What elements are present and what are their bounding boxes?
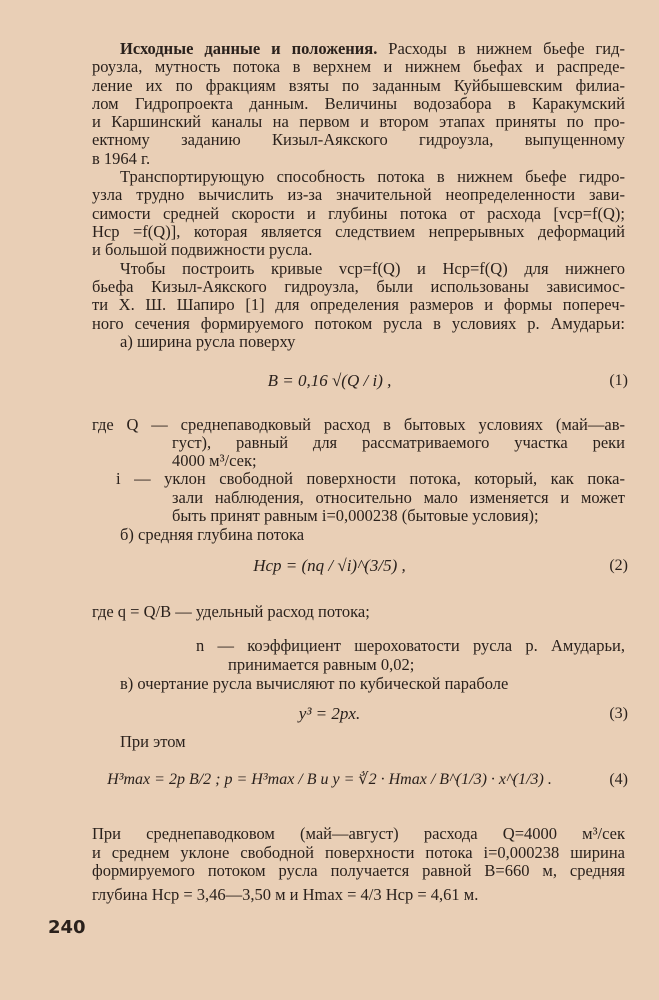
formula-4-number: (4) [609, 771, 628, 788]
p2-line-5: и большой подвижности русла. [92, 241, 313, 259]
where-q-definition: где q = Q/B — удельный расход потока; [92, 603, 370, 621]
page-number: 240 [48, 917, 86, 938]
p3-line-4: ного сечения формируемого потоком русла в условиях р. Амударьи: [92, 315, 625, 333]
where-q-line-2: густ), равный для рассматриваемого участка реки [172, 434, 625, 452]
section-heading: Исходные данные и положения. [120, 40, 378, 58]
formula-2-number: (2) [609, 557, 628, 574]
item-c: в) очертание русла вычисляют по кубической параболе [120, 675, 509, 693]
where-n-line-2: принимается равным 0,02; [228, 656, 415, 674]
p2-line-1: Транспортирующую способность потока в нижнем бьефе гидро- [120, 168, 625, 186]
p1-line-3: ление их по фракциям взяты по заданным Куйбышевским филиа- [92, 77, 625, 95]
formula-3: y³ = 2px. [298, 705, 361, 723]
where-q-line-1: где Q — среднепаводковый расход в бытовых условиях (май—ав- [92, 416, 625, 434]
p2-line-4: Hср =f(Q)], которая является следствием непрерывных деформаций [92, 223, 625, 241]
formula-2: Hср = (nq / √i)^(3/5) , [253, 557, 406, 575]
formula-1: B = 0,16 √(Q / i) , [267, 372, 392, 390]
where-i-line-3: быть принят равным i=0,000238 (бытовые условия); [172, 507, 539, 525]
conclusion-line-4: глубина Hср = 3,46—3,50 м и Hmax = 4/3 Hср = 4,61 м. [92, 886, 479, 904]
conclusion-line-2: и среднем уклоне свободной поверхности потока i=0,000238 ширина [92, 844, 625, 862]
p1-line-4: лом Гидропроекта данным. Величины водозабора в Каракумский [92, 95, 625, 113]
where-i-line-1: i — уклон свободной поверхности потока, который, как пока- [116, 470, 625, 488]
item-b: б) средняя глубина потока [120, 526, 305, 544]
p3-line-3: ти Х. Ш. Шапиро [1] для определения размеров и формы попереч- [92, 296, 625, 314]
p2-line-3: симости средней скорости и глубины потока от расхода [vср=f(Q); [92, 205, 625, 223]
p1-line-7: в 1964 г. [92, 150, 151, 168]
p3-line-2: бьефа Кизыл-Аякского гидроузла, были использованы зависимос- [92, 278, 625, 296]
p3-line-1: Чтобы построить кривые vср=f(Q) и Hср=f(Q) для нижнего [120, 260, 625, 278]
p1-line-5: и Каршинский каналы на первом и втором этапах приняты по про- [92, 113, 625, 131]
where-n-line-1: n — коэффициент шероховатости русла р. Амударьи, [196, 637, 625, 655]
conclusion-line-1: При среднепаводковом (май—август) расхода Q=4000 м³/сек [92, 825, 625, 843]
item-a: а) ширина русла поверху [120, 333, 296, 351]
p2-line-2: узла трудно вычислить из-за значительной неопределенности зави- [92, 186, 625, 204]
conclusion-line-3: формируемого потоком русла получается равной B=660 м, средняя [92, 862, 625, 880]
at-this-text: При этом [120, 733, 186, 751]
formula-1-number: (1) [609, 372, 628, 389]
where-q-line-3: 4000 м³/сек; [172, 452, 257, 470]
where-i-line-2: зали наблюдения, относительно мало изменяется и может [172, 489, 625, 507]
p1-line-6: ектному заданию Кизыл-Аякского гидроузла, выпущенному [92, 131, 625, 149]
p1-line-1: Исходные данные и положения. Расходы в нижнем бьефе гид- [120, 40, 625, 58]
formula-4: H³max = 2p B/2 ; p = H³max / B и y = ∛2 · Hmax / B^(1/3) · x^(1/3) . [107, 771, 552, 788]
p1-line-2: роузла, мутность потока в верхнем и нижнем бьефах и распреде- [92, 58, 625, 76]
formula-3-number: (3) [609, 705, 628, 722]
